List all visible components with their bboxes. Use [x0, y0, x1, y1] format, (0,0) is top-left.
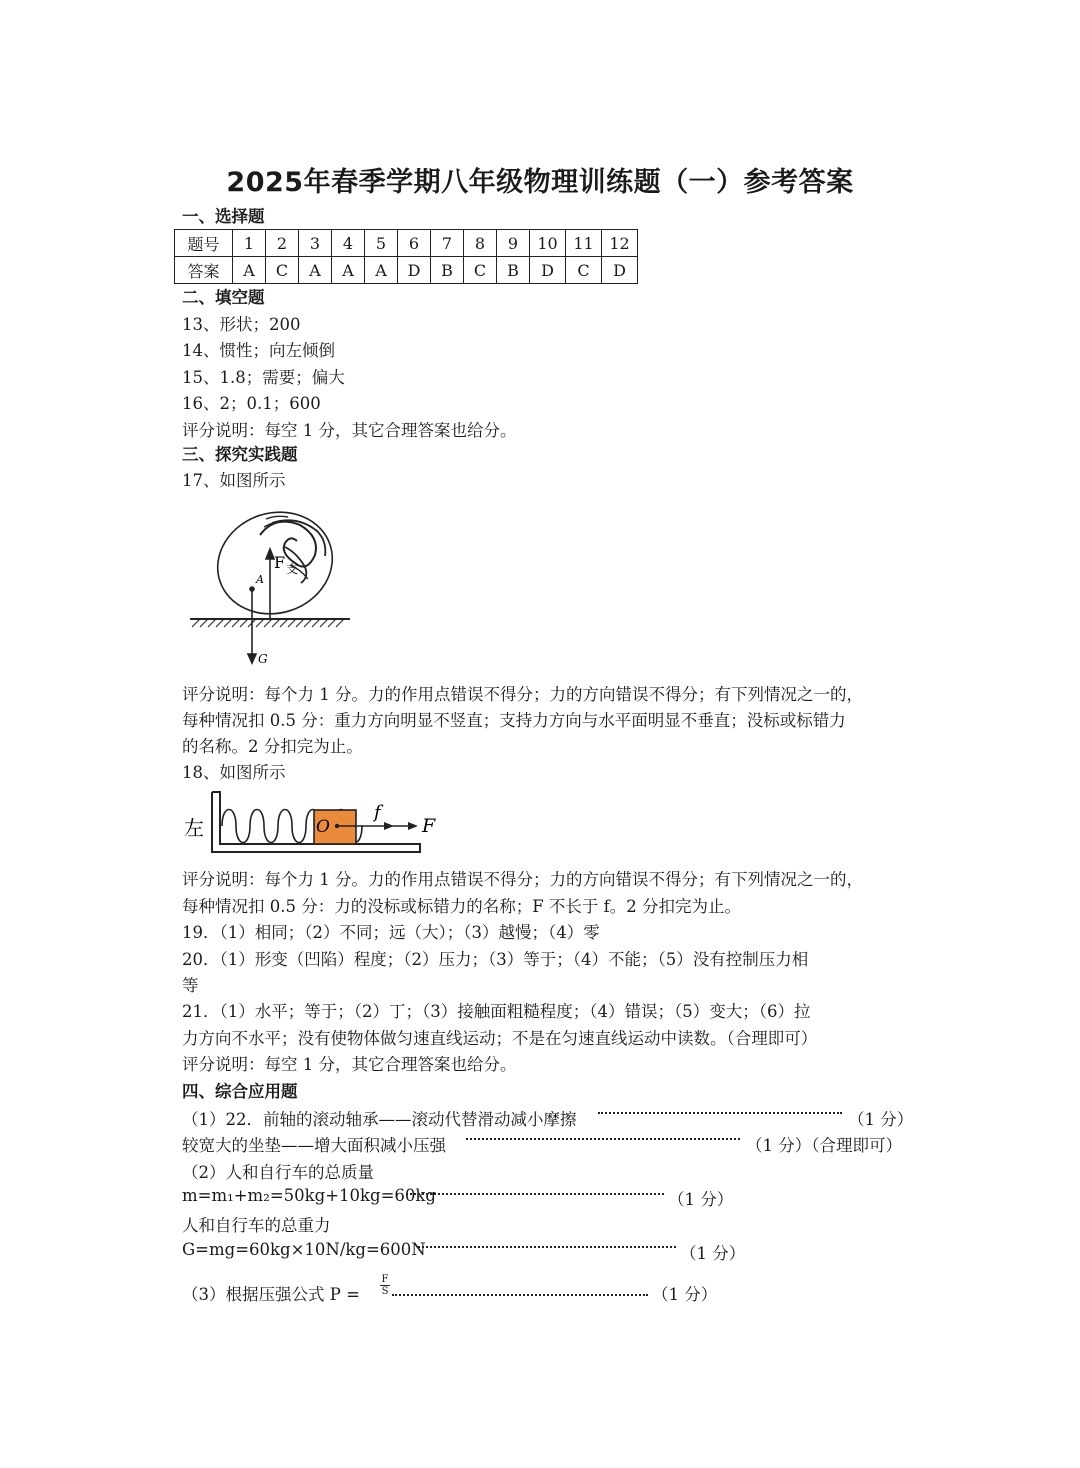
dot-leader: [406, 1193, 664, 1195]
support-force-subscript: 支: [286, 562, 299, 576]
q17-label: 17、如图所示: [182, 471, 286, 490]
answer-cell: A: [365, 257, 398, 284]
ball-pattern: [260, 522, 316, 567]
answer-line: 21．（1）水平；等于；（2）丁；（3）接触面粗糙程度；（4）错误；（5）变大；（6）拉: [182, 1002, 811, 1021]
answer-cell: C: [566, 257, 602, 284]
section-heading-fill: 二、填空题: [182, 288, 265, 307]
answer-cell: A: [332, 257, 365, 284]
answer-line: 19．（1）相同；（2）不同；远（大）；（3）越慢；（4）零: [182, 923, 600, 942]
answer-line: 16、2；0.1；600: [182, 394, 321, 413]
question-number: 1: [233, 230, 266, 257]
answer-cell: D: [398, 257, 431, 284]
friction-arrowhead: [384, 822, 394, 830]
question-number: 10: [530, 230, 566, 257]
table-row-numbers: [175, 230, 638, 257]
answer-line: 等: [182, 976, 199, 995]
dot-leader: [418, 1246, 676, 1248]
scoring-note: 每种情况扣 0.5 分：力的没标或标错力的名称；F 不长于 f。2 分扣完为止。: [182, 897, 742, 916]
left-label: 左: [184, 816, 204, 840]
force-label: F: [422, 815, 436, 837]
answer-cell: C: [266, 257, 299, 284]
section-heading-practice: 三、探究实践题: [182, 445, 298, 464]
question-number: 6: [398, 230, 431, 257]
scoring-note: 每种情况扣 0.5 分：重力方向明显不竖直；支持力方向与水平面明显不垂直；没标或标错力: [182, 711, 846, 730]
question-number: 2: [266, 230, 299, 257]
answer-cell: D: [602, 257, 638, 284]
point-label-a: A: [256, 573, 264, 586]
answer-cell: B: [497, 257, 530, 284]
friction-label: f: [374, 802, 381, 823]
point-label-o: O: [316, 817, 330, 837]
dot-leader: [466, 1138, 740, 1140]
score-label: （1 分）: [668, 1190, 734, 1209]
gravity-label: G: [258, 652, 268, 666]
answer-cell: D: [530, 257, 566, 284]
answer-line: 人和自行车的总重力: [182, 1216, 331, 1235]
score-label: （1 分）（合理即可）: [746, 1136, 902, 1155]
row-label: 答案: [175, 257, 233, 284]
score-label: （1 分）: [848, 1110, 914, 1129]
figure-17: [180, 505, 370, 675]
question-number: 9: [497, 230, 530, 257]
scoring-note: 评分说明：每个力 1 分。力的作用点错误不得分；力的方向错误不得分；有下列情况之一的，: [182, 870, 863, 889]
page-title: 2025年春季学期八年级物理训练题（一）参考答案: [226, 167, 854, 198]
answer-line: 14、惯性；向左倾倒: [182, 341, 335, 360]
score-label: （1 分）: [652, 1285, 718, 1304]
scoring-note: 评分说明：每空 1 分，其它合理答案也给分。: [182, 421, 517, 440]
scoring-note: 的名称。2 分扣完为止。: [182, 737, 363, 756]
section-heading-application: 四、综合应用题: [182, 1082, 298, 1101]
section-heading-choice: 一、选择题: [182, 207, 265, 226]
gravity-arrowhead: [248, 654, 256, 663]
question-number: 4: [332, 230, 365, 257]
answer-line: （1）22．前轴的滚动轴承——滚动代替滑动减小摩擦: [182, 1110, 577, 1129]
answer-cell: C: [464, 257, 497, 284]
score-label: （1 分）: [680, 1244, 746, 1263]
formula-line: G=mg=60kg×10N/kg=600N: [182, 1240, 426, 1259]
question-number: 7: [431, 230, 464, 257]
answer-line: 较宽大的坐垫——增大面积减小压强: [182, 1136, 446, 1155]
question-number: 5: [365, 230, 398, 257]
support-arrowhead: [266, 549, 274, 559]
application-point: [250, 587, 254, 591]
answer-cell: A: [233, 257, 266, 284]
formula-line: m=m₁+m₂=50kg+10kg=60kg: [182, 1186, 436, 1205]
formula-line: （3）根据压强公式 P =: [182, 1285, 360, 1304]
row-label: 题号: [175, 230, 233, 257]
question-number: 11: [566, 230, 602, 257]
table-row-answers: [175, 257, 638, 284]
force-arrowhead: [408, 822, 418, 830]
answer-table: [174, 229, 638, 284]
fraction-denominator: S: [381, 1286, 389, 1297]
figure-18: [180, 790, 450, 856]
scoring-note: 评分说明：每空 1 分，其它合理答案也给分。: [182, 1055, 517, 1074]
fraction-numerator: F: [381, 1274, 389, 1285]
answer-line: （2）人和自行车的总质量: [182, 1163, 374, 1182]
answer-line: 力方向不水平；没有使物体做匀速直线运动；不是在匀速直线运动中读数。（合理即可）: [182, 1029, 818, 1048]
fraction: [380, 1274, 390, 1297]
answer-line: 15、1.8；需要；偏大: [182, 368, 345, 387]
question-number: 3: [299, 230, 332, 257]
dot-leader: [392, 1294, 648, 1296]
dot-leader: [598, 1112, 842, 1114]
q18-label: 18、如图所示: [182, 763, 286, 782]
scoring-note: 评分说明：每个力 1 分。力的作用点错误不得分；力的方向错误不得分；有下列情况之一的，: [182, 685, 863, 704]
answer-cell: A: [299, 257, 332, 284]
question-number: 8: [464, 230, 497, 257]
question-number: 12: [602, 230, 638, 257]
answer-line: 13、形状；200: [182, 315, 301, 334]
answer-cell: B: [431, 257, 464, 284]
support-force-label: F: [274, 553, 286, 572]
ball-pattern: [272, 520, 325, 583]
answer-line: 20．（1）形变（凹陷）程度；（2）压力；（3）等于；（4）不能；（5）没有控制压力相: [182, 950, 809, 969]
